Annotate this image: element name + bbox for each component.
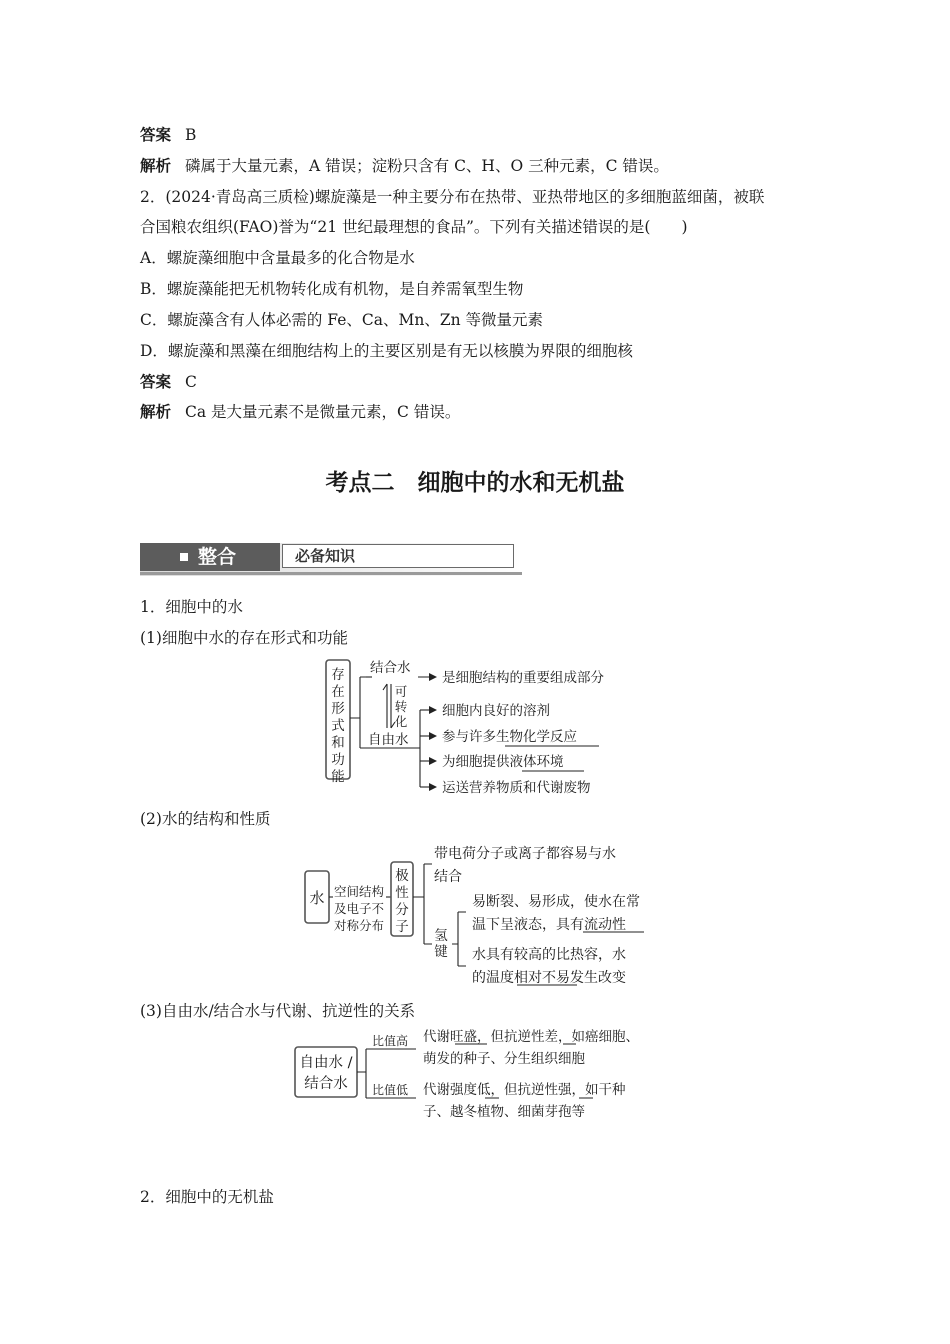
forms-box-char: 能 — [331, 769, 345, 785]
ratio-high-desc: 代谢旺盛，但抗逆性差，如癌细胞、 — [423, 1029, 639, 1045]
forms-box-char: 式 — [331, 718, 345, 734]
free-water-function: 细胞内良好的溶剂 — [442, 703, 550, 719]
analysis-label: 解析 — [140, 403, 172, 421]
q2-option-a: A．螺旋藻细胞中含量最多的化合物是水 — [140, 249, 415, 267]
ratio-box-line: 自由水 / — [299, 1055, 353, 1071]
subheading-structure: (2)水的结构和性质 — [140, 810, 271, 828]
polar-desc: 结合 — [434, 869, 462, 885]
convert-char: 可 — [394, 684, 408, 699]
q2-option-d: D．螺旋藻和黑藻在细胞结构上的主要区别是有无以核膜为界限的细胞核 — [140, 342, 633, 360]
q2-option-c: C．螺旋藻含有人体必需的 Fe、Ca、Mn、Zn 等微量元素 — [140, 311, 544, 329]
banner-main-label: 整合 — [198, 546, 237, 568]
hbond-desc: 易断裂、易形成，使水在常 — [472, 894, 640, 910]
structure-line: 空间结构 — [334, 884, 385, 899]
q2-stem-line-2: 合国粮农组织(FAO)誉为“21 世纪最理想的食品”。下列有关描述错误的是( ) — [140, 218, 688, 236]
ratio-high-label: 比值高 — [372, 1034, 409, 1048]
q2-stem-line-1: 2．(2024·青岛高三质检)螺旋藻是一种主要分布在热带、亚热带地区的多细胞蓝细菌，被联 — [140, 188, 765, 206]
subheading-relation: (3)自由水/结合水与代谢、抗逆性的关系 — [140, 1002, 416, 1020]
convert-char: 化 — [394, 714, 408, 729]
answer-label: 答案 — [140, 126, 172, 144]
heading-water: 1．细胞中的水 — [140, 598, 243, 616]
forms-box-char: 在 — [331, 684, 345, 700]
free-water-function: 运送营养物质和代谢废物 — [442, 780, 591, 796]
hbond-desc: 的温度相对不易发生改变 — [472, 970, 626, 986]
bound-water-label: 结合水 — [370, 660, 411, 676]
subheading-forms: (1)细胞中水的存在形式和功能 — [140, 629, 348, 647]
hbond-desc: 水具有较高的比热容，水 — [472, 947, 626, 963]
hbond-desc: 温下呈液态，具有流动性 — [472, 917, 626, 933]
analysis-label: 解析 — [140, 157, 172, 175]
polar-char: 极 — [395, 868, 409, 884]
analysis-text: 磷属于大量元素，A 错误；淀粉只含有 C、H、O 三种元素，C 错误。 — [185, 157, 669, 175]
q2-option-b: B．螺旋藻能把无机物转化成有机物，是自养需氧型生物 — [140, 280, 524, 298]
ratio-high-desc: 萌发的种子、分生组织细胞 — [423, 1051, 585, 1067]
structure-line: 及电子不 — [334, 901, 385, 916]
polar-desc: 带电荷分子或离子都容易与水 — [434, 846, 616, 862]
section-title: 考点二 细胞中的水和无机盐 — [325, 470, 625, 496]
free-water-label: 自由水 — [368, 732, 409, 748]
answer-value: C — [185, 373, 197, 391]
heading-inorganic-salts: 2．细胞中的无机盐 — [140, 1188, 274, 1206]
analysis-text: Ca 是大量元素不是微量元素，C 错误。 — [185, 403, 461, 421]
free-water-function: 为细胞提供液体环境 — [442, 754, 564, 770]
hbond-char: 键 — [434, 944, 448, 960]
answer-value: B — [185, 126, 197, 144]
ratio-box-line: 结合水 — [304, 1076, 348, 1092]
ratio-low-label: 比值低 — [372, 1083, 409, 1097]
diagram1-text — [331, 659, 604, 796]
hbond-char: 氢 — [434, 928, 448, 944]
free-water-function: 参与许多生物化学反应 — [442, 729, 577, 745]
ratio-low-desc: 子、越冬植物、细菌芽孢等 — [423, 1104, 585, 1120]
diagram2-text — [309, 845, 640, 986]
polar-char: 分 — [395, 902, 409, 918]
forms-box-char: 和 — [331, 735, 345, 751]
water-box-label: 水 — [309, 889, 325, 907]
forms-box-char: 存 — [331, 667, 345, 683]
banner-sub-label: 必备知识 — [295, 547, 356, 565]
bound-water-function: 是细胞结构的重要组成部分 — [442, 670, 604, 686]
forms-box-char: 形 — [331, 701, 345, 717]
answer-label: 答案 — [140, 373, 172, 391]
convert-char: 转 — [394, 699, 408, 714]
polar-char: 子 — [395, 919, 409, 935]
forms-box-char: 功 — [331, 752, 345, 768]
structure-line: 对称分布 — [334, 918, 385, 933]
polar-char: 性 — [395, 885, 409, 901]
ratio-low-desc: 代谢强度低，但抗逆性强，如干种 — [423, 1082, 626, 1098]
